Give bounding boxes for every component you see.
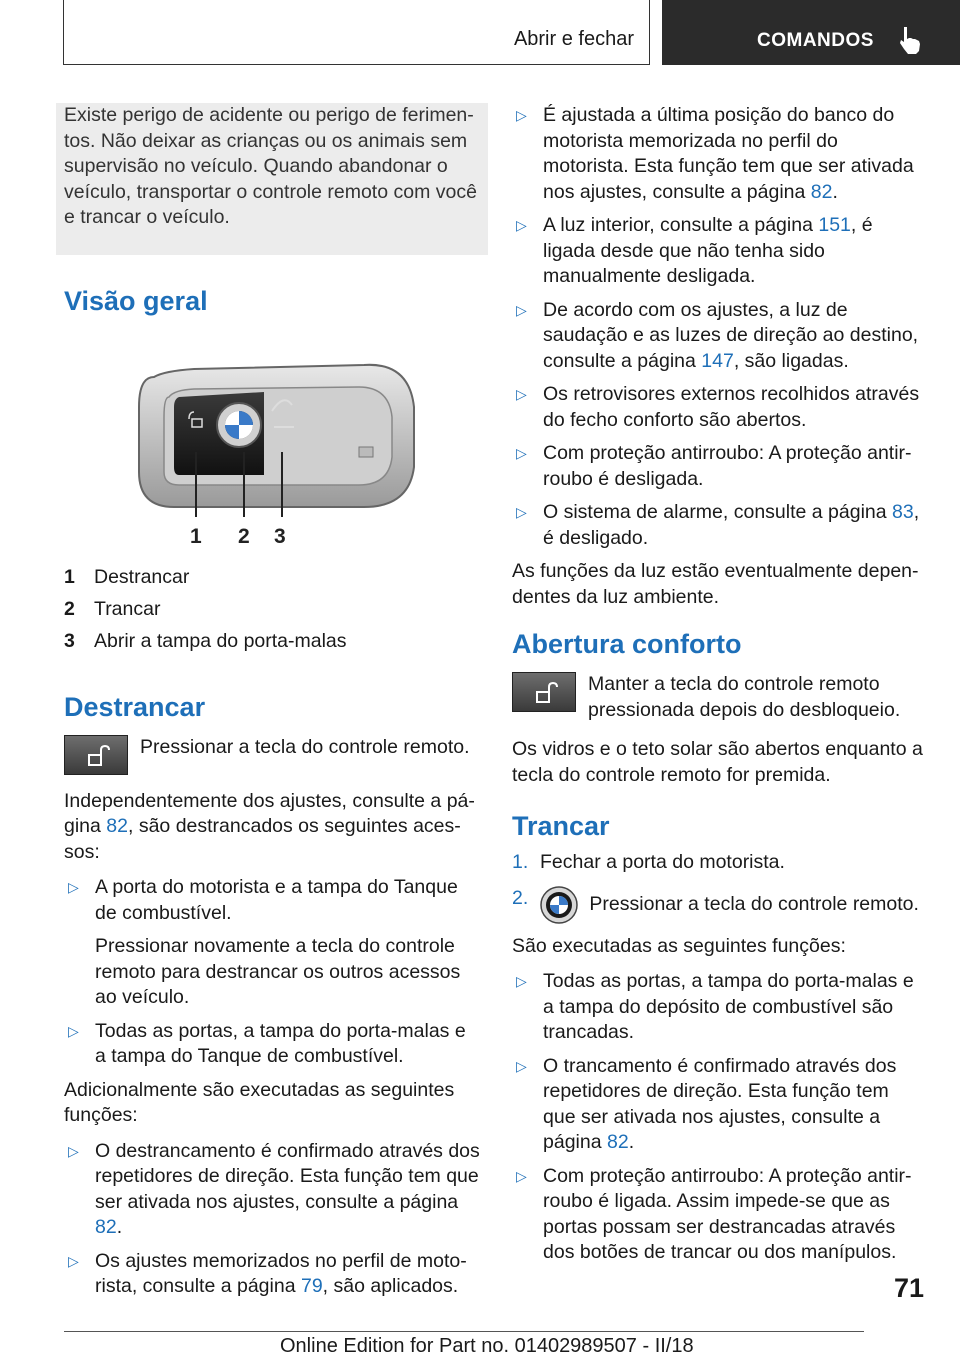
header-divider — [649, 0, 650, 65]
legend-number: 2 — [64, 597, 75, 620]
triangle-bullet-icon: ▷ — [516, 1057, 527, 1074]
paragraph: Os vidros e o teto solar são abertos enquanto a tecla do controle remoto for premida. — [512, 738, 923, 786]
keyfob-illustration — [134, 357, 434, 547]
list-item — [512, 382, 924, 433]
step-text: Fechar a porta do motorista. — [540, 851, 785, 873]
destrancar-icon-row — [64, 735, 480, 775]
legend-text: Trancar — [94, 597, 161, 620]
footer-edition: Online Edition for Part no. 01402989507 - II/18 — [280, 1335, 694, 1357]
legend-number: 3 — [64, 629, 75, 652]
chapter-title: COMANDOS — [757, 30, 874, 51]
list-item-text: Todas as portas, a tampa do porta-malas e a tampa do Tanque de combustível. — [95, 1019, 466, 1067]
list-item-text: O sistema de alarme, consulte a página — [543, 501, 893, 523]
triangle-bullet-icon: ▷ — [516, 386, 527, 402]
step-item — [512, 886, 924, 924]
heading-trancar: Trancar — [512, 811, 610, 841]
list-item-text: . — [832, 180, 838, 203]
figure-label-2: 2 — [238, 524, 250, 547]
bullet-list — [64, 1139, 480, 1300]
list-item-text: A porta do motorista e a tampa do Tanque de combustível. — [95, 876, 458, 924]
triangle-bullet-icon: ▷ — [68, 1252, 79, 1269]
pointing-hand-icon — [898, 25, 924, 55]
figure-label-1: 1 — [190, 524, 202, 547]
abertura-icon-row — [512, 672, 924, 723]
unlock-button-icon — [64, 735, 128, 775]
list-item — [512, 500, 924, 551]
list-item-text: A luz interior, consulte a página — [543, 214, 819, 236]
legend-text: Abrir a tampa do porta-malas — [94, 629, 347, 652]
legend-text: Destrancar — [94, 565, 190, 588]
list-item — [64, 875, 480, 1011]
page-number: 71 — [893, 1273, 924, 1303]
paragraph: As funções da luz estão eventualmente dependentes da luz ambiente. — [512, 560, 919, 608]
figure-label-3: 3 — [274, 524, 286, 547]
triangle-bullet-icon: ▷ — [68, 1142, 79, 1159]
paragraph-text: Independentemente dos ajustes, consulte a página — [64, 789, 475, 837]
header-rule — [63, 64, 649, 65]
list-item-text: , são ligadas. — [733, 349, 849, 372]
paragraph-text: , são destrancados os seguintes acessos: — [64, 815, 461, 863]
list-item-text: Todas as portas, a tampa do porta-malas e a tampa do depósito de combustível são trancadas. — [543, 970, 914, 1043]
triangle-bullet-icon: ▷ — [68, 879, 79, 895]
paragraph: Adicionalmente são executadas as seguintes funções: — [64, 1078, 455, 1126]
page-link[interactable]: 82 — [106, 815, 128, 837]
footer-rule — [64, 1331, 864, 1332]
section-title: Abrir e fechar — [513, 28, 634, 50]
list-item — [512, 298, 924, 375]
triangle-bullet-icon: ▷ — [516, 973, 527, 989]
figure-legend — [64, 565, 480, 661]
bullet-list — [512, 103, 924, 551]
list-item — [512, 441, 924, 492]
destrancar-instruction: Pressionar a tecla do controle remoto. — [140, 735, 470, 758]
list-item-text: Os ajustes memorizados no perfil de motorista, consulte a página — [95, 1249, 467, 1297]
list-item — [64, 1249, 480, 1300]
triangle-bullet-icon: ▷ — [516, 217, 527, 233]
step-number: 2. — [512, 886, 529, 909]
header-left-rule — [63, 0, 64, 65]
heading-visao-geral: Visão geral — [64, 285, 208, 316]
list-item-text: Com proteção antirroubo: A proteção antirroubo é desligada. — [543, 442, 912, 490]
list-item-text: . — [116, 1216, 123, 1238]
list-item — [512, 213, 924, 290]
triangle-bullet-icon: ▷ — [516, 1167, 527, 1184]
list-item-text: É ajustada a última posição do banco do motorista memorizada no perfil do motorista. Esta função tem que ser ativada nos ajustes, consulte a página — [543, 104, 914, 203]
list-item-text: O destrancamento é confirmado através dos repetidores de direção. Esta função tem que ser ativada nos ajustes, consulte a página — [95, 1139, 480, 1213]
legend-item — [64, 565, 480, 597]
list-item — [512, 1164, 924, 1266]
warning-box — [56, 103, 488, 255]
keyfob-figure — [134, 357, 434, 547]
page-link[interactable]: 82 — [810, 180, 833, 203]
step-number: 1. — [512, 851, 529, 873]
step-text: Pressionar a tecla do controle remoto. — [589, 892, 919, 915]
list-item-text: , são aplicados. — [322, 1275, 459, 1297]
bullet-list — [512, 969, 924, 1266]
triangle-bullet-icon: ▷ — [516, 301, 527, 318]
abertura-instruction: Manter a tecla do controle remoto pressionada depois do desbloqueio. — [588, 673, 901, 721]
list-item — [512, 103, 924, 205]
legend-item — [64, 597, 480, 629]
triangle-bullet-icon: ▷ — [516, 445, 527, 461]
list-item-text: , é ligada desde que não tenha sido manualmente desligada. — [543, 214, 873, 287]
triangle-bullet-icon: ▷ — [68, 1022, 79, 1039]
list-item-text: O trancamento é confirmado através dos repetidores de direção. Esta função tem que ser ativada nos ajustes, consulte a página — [543, 1054, 897, 1153]
triangle-bullet-icon: ▷ — [516, 504, 527, 520]
step-item — [512, 850, 924, 876]
page-link[interactable]: 83 — [892, 501, 914, 523]
chapter-tab — [662, 0, 960, 65]
list-item — [512, 1054, 924, 1156]
legend-number: 1 — [64, 565, 75, 588]
heading-abertura-conforto: Abertura conforto — [512, 629, 742, 659]
list-item — [64, 1139, 480, 1241]
page-link[interactable]: 82 — [606, 1131, 629, 1153]
heading-destrancar: Destrancar — [64, 691, 206, 722]
bullet-list — [64, 875, 480, 1070]
right-column — [512, 103, 924, 1274]
page-link[interactable]: 82 — [95, 1216, 117, 1238]
list-item-text: De acordo com os ajustes, a luz de saudação e as luzes de direção ao destino, consulte a página — [543, 298, 919, 372]
page-link[interactable]: 151 — [818, 214, 851, 236]
list-item — [512, 969, 924, 1046]
list-item-subtext: Pressionar novamente a tecla do controle remoto para destrancar os outros acessos ao veículo. — [95, 935, 461, 1008]
triangle-bullet-icon: ▷ — [516, 107, 527, 123]
paragraph: São executadas as seguintes funções: — [512, 934, 846, 957]
warning-text: Existe perigo de acidente ou perigo de ferimentos. Não deixar as crianças ou os animais sem supervisão no veículo. Quando abandonar o veículo, transportar o controle remoto com você e trancar o veículo. — [64, 104, 477, 228]
list-item-text: . — [628, 1131, 635, 1153]
unlock-button-icon — [512, 672, 576, 712]
paragraph — [64, 789, 480, 866]
legend-item — [64, 629, 480, 661]
step-list — [512, 850, 924, 924]
left-column — [64, 103, 480, 1308]
list-item-text: Com proteção antirroubo: A proteção antirroubo é ligada. Assim impede-se que as portas possam ser destrancadas através dos botões de trancar ou dos manípulos. — [543, 1164, 912, 1263]
list-item-text: Os retrovisores externos recolhidos através do fecho conforto são abertos. — [543, 383, 920, 431]
list-item-text: , é desligado. — [543, 501, 920, 549]
list-item — [64, 1019, 480, 1070]
page-link[interactable]: 79 — [300, 1275, 323, 1297]
page-link[interactable]: 147 — [701, 349, 734, 372]
bmw-logo-icon — [540, 886, 578, 924]
